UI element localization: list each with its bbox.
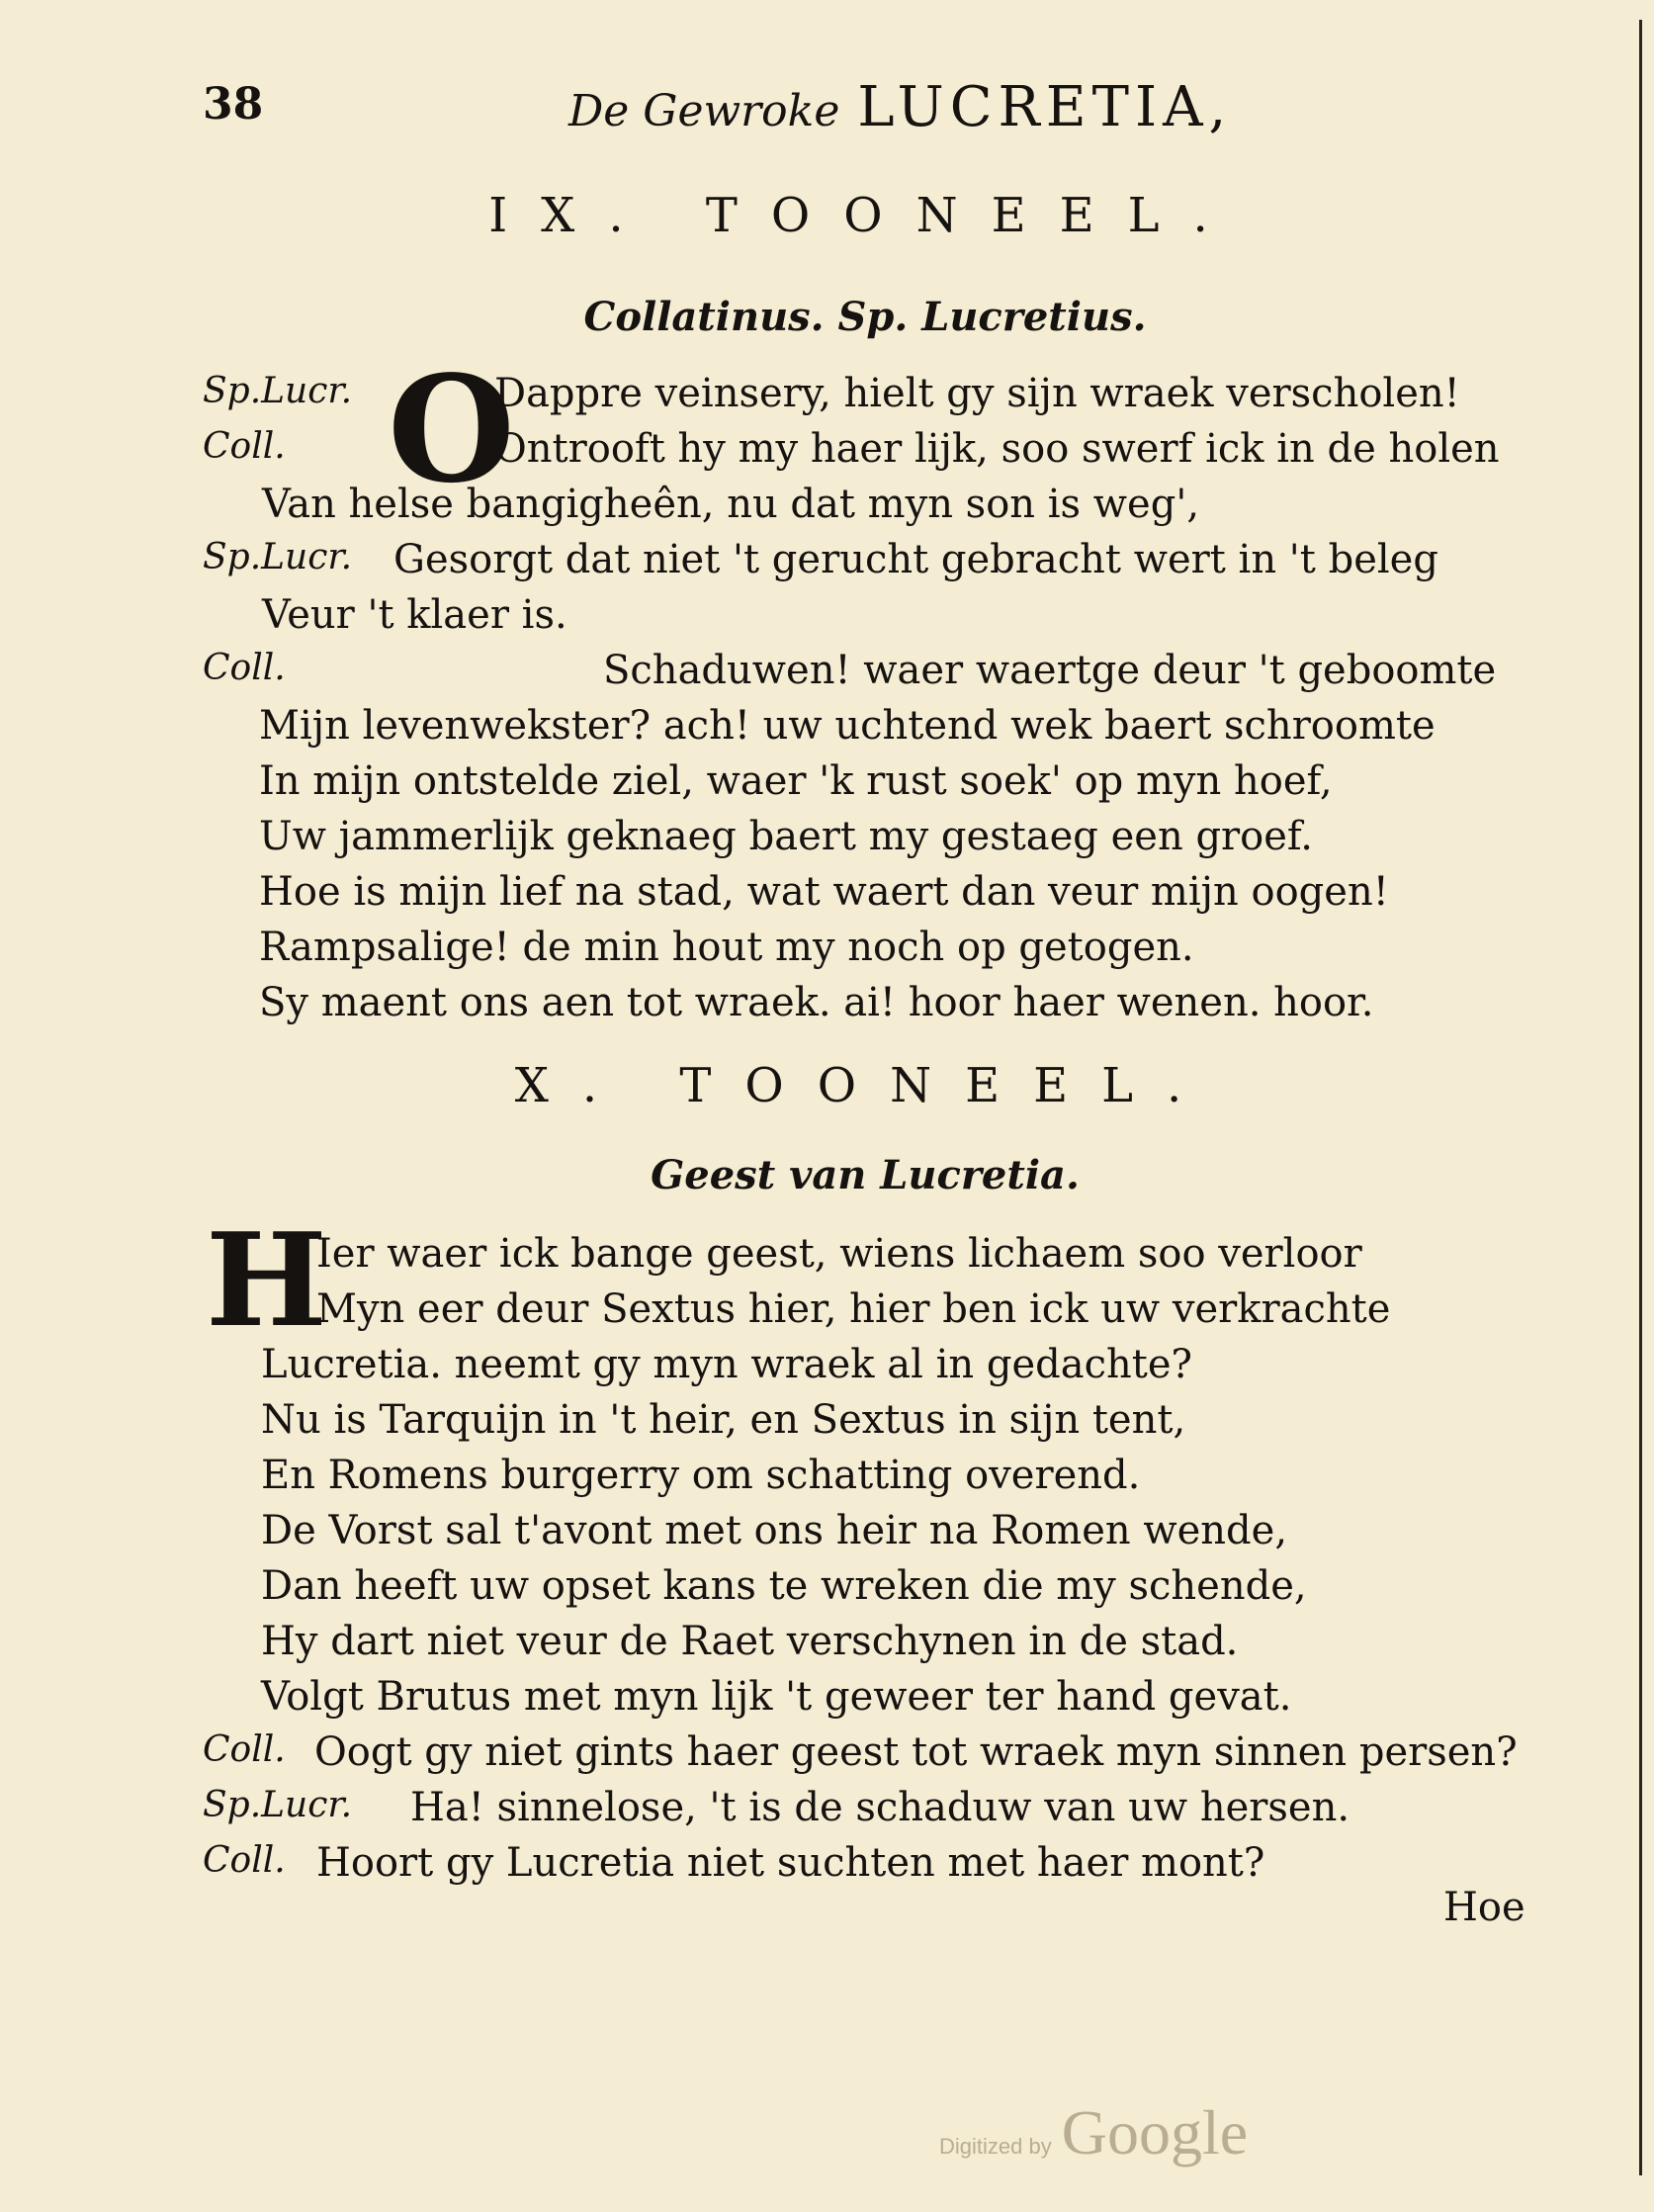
catchword: Hoe bbox=[1443, 1885, 1525, 1930]
watermark-small-text: Digitized by bbox=[939, 2134, 1052, 2159]
verse-line: Hoort gy Lucretia niet suchten met haer mont? bbox=[316, 1840, 1265, 1886]
verse-line: Ontrooft hy my haer lijk, soo swerf ick in de holen bbox=[494, 426, 1500, 472]
scene-x-cast: Geest van Lucretia. bbox=[651, 1152, 1080, 1198]
dropcap-h: H bbox=[206, 1204, 327, 1356]
verse-line: Schaduwen! waer waertge deur 't geboomte bbox=[603, 648, 1497, 693]
verse-line: Sy maent ons aen tot wraek. ai! hoor haer wenen. hoor. bbox=[259, 980, 1374, 1025]
verse-line: Volgt Brutus met myn lijk 't geweer ter hand gevat. bbox=[261, 1674, 1292, 1720]
verse-line: Nu is Tarquijn in 't heir, en Sextus in sijn tent, bbox=[261, 1397, 1186, 1443]
verse-line: Myn eer deur Sextus hier, hier ben ick uw verkrachte bbox=[316, 1286, 1391, 1332]
verse-line: Dan heeft uw opset kans te wreken die my schende, bbox=[261, 1563, 1307, 1609]
speaker-label: Coll. bbox=[203, 426, 286, 467]
dropcap-o: O bbox=[388, 343, 515, 515]
scene-ix-cast: Collatinus. Sp. Lucretius. bbox=[583, 294, 1147, 340]
page-number: 38 bbox=[203, 79, 264, 130]
speaker-label: Sp.Lucr. bbox=[203, 371, 353, 411]
verse-line: En Romens burgerry om schatting overend. bbox=[261, 1453, 1141, 1498]
scene-x-heading: X. TOONEEL. bbox=[514, 1058, 1216, 1113]
verse-line: Ier waer ick bange geest, wiens lichaem soo verloor bbox=[316, 1231, 1362, 1277]
verse-line: In mijn ontstelde ziel, waer 'k rust soek' op myn hoef, bbox=[259, 758, 1333, 804]
verse-line: Gesorgt dat niet 't gerucht gebracht wert in 't beleg bbox=[393, 537, 1438, 582]
verse-line: Mijn levenwekster? ach! uw uchtend wek baert schroomte bbox=[259, 703, 1436, 749]
verse-line: Uw jammerlijk geknaeg baert my gestaeg een groef. bbox=[259, 814, 1314, 859]
verse-line: Dappre veinsery, hielt gy sijn wraek verscholen! bbox=[494, 371, 1460, 416]
verse-line: Van helse bangigheên, nu dat myn son is weg', bbox=[262, 482, 1200, 527]
running-title bbox=[568, 75, 1232, 139]
verse-line: De Vorst sal t'avont met ons heir na Romen wende, bbox=[261, 1508, 1288, 1553]
speaker-label: Coll. bbox=[203, 1840, 286, 1881]
speaker-label: Coll. bbox=[203, 648, 286, 688]
verse-line: Veur 't klaer is. bbox=[262, 592, 567, 638]
page-header bbox=[203, 71, 1547, 140]
running-title-italic: De Gewroke bbox=[568, 86, 840, 136]
verse-line: Lucretia. neemt gy myn wraek al in gedachte? bbox=[261, 1342, 1192, 1387]
scene-ix-heading: IX. TOONEEL. bbox=[488, 188, 1242, 243]
speaker-label: Sp.Lucr. bbox=[203, 537, 353, 577]
verse-line: Hoe is mijn lief na stad, wat waert dan veur mijn oogen! bbox=[259, 869, 1389, 915]
google-logo: Google bbox=[1061, 2097, 1249, 2168]
verse-line: Oogt gy niet gints haer geest tot wraek myn sinnen persen? bbox=[314, 1729, 1518, 1775]
page-edge-line bbox=[1639, 20, 1642, 2175]
digitized-watermark bbox=[939, 2096, 1248, 2169]
verse-line: Ha! sinnelose, 't is de schaduw van uw hersen. bbox=[410, 1785, 1350, 1830]
speaker-label: Sp.Lucr. bbox=[203, 1785, 353, 1825]
speaker-label: Coll. bbox=[203, 1729, 286, 1770]
verse-line: Rampsalige! de min hout my noch op getogen. bbox=[259, 925, 1194, 970]
running-title-caps: LUCRETIA, bbox=[857, 75, 1233, 139]
verse-line: Hy dart niet veur de Raet verschynen in de stad. bbox=[261, 1619, 1239, 1664]
